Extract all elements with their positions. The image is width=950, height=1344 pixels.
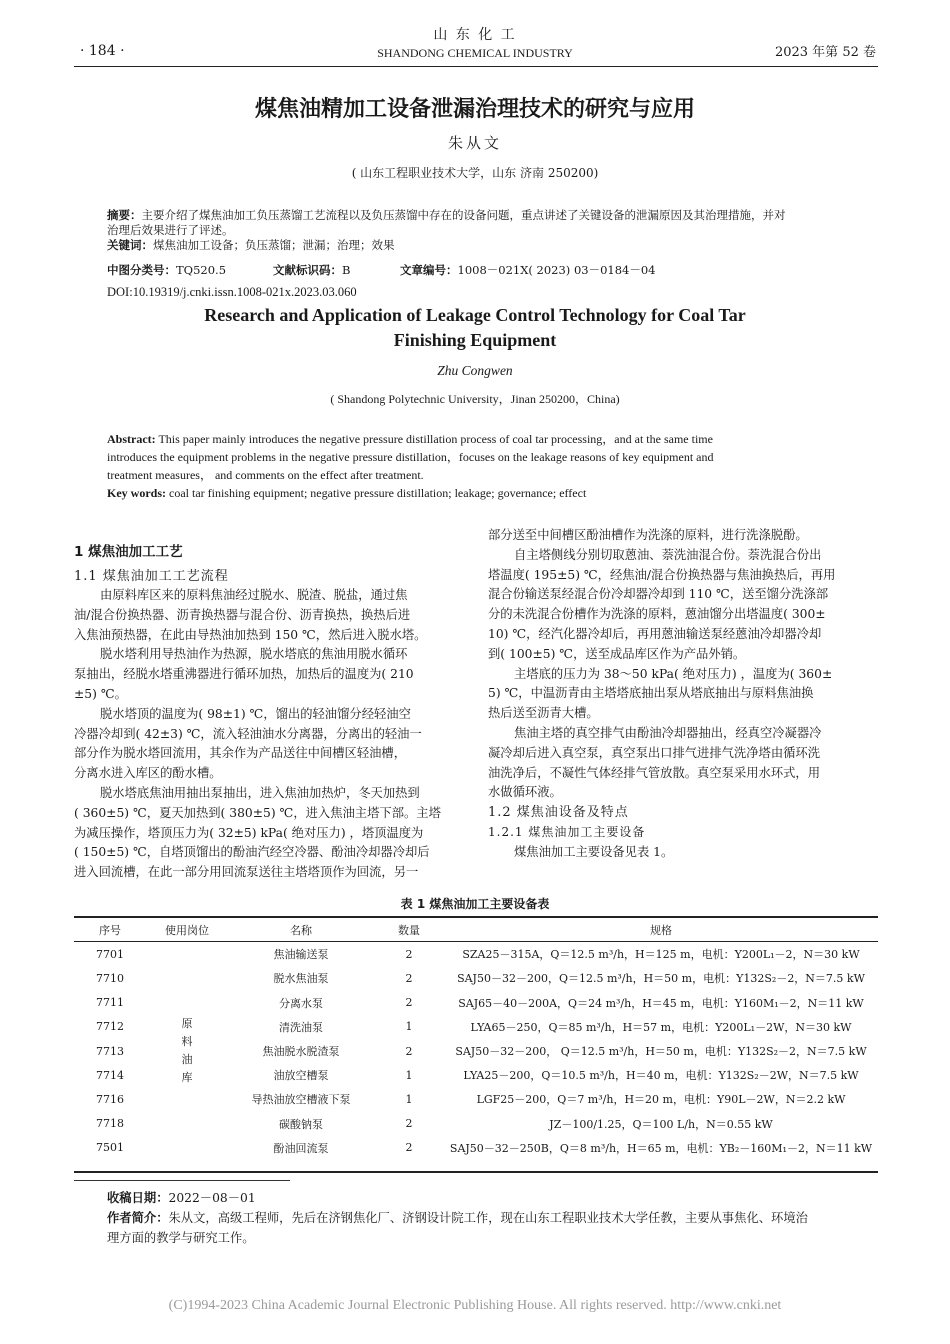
clc-value: TQ520.5 [176,263,227,277]
line: 到( 100±5) ℃，送至成品库区作为产品外销。 [488,646,746,661]
title-en-line-2: Finishing Equipment [393,330,557,350]
line: 煤焦油加工主要设备见表 1。 [514,844,674,859]
keywords-cn-label: 关键词： [107,238,153,252]
paragraph [74,586,464,606]
abstract-cn-text-2: 治理后效果进行了评述。 [107,223,234,237]
page-title: 煤焦油精加工设备泄漏治理技术的研究与应用 [254,97,695,122]
cell: 7712 [96,1020,124,1034]
footnote [107,1188,879,1248]
cell: LYA25－200，Q＝10.5 m³/h，H＝40 m，电机：Y132S₂－2W，N＝7.5 kW [463,1069,859,1083]
doc-value: B [342,263,351,277]
abstract-en-line-2: introduces the equipment problems in the negative pressure distillation，focuses on the leakage reasons of key equipment and [107,450,714,464]
cell: 2 [405,996,413,1010]
cell: 碳酸钠泵 [279,1117,323,1131]
cell: 导热油放空槽液下泵 [251,1093,351,1107]
cell: 酚油回流泵 [273,1141,329,1155]
cell: 7701 [96,947,124,961]
line: 凝冷却后进入真空泵，真空泵出口排气进排气洗净塔由循环洗 [488,745,821,760]
post-char: 原 [181,1017,193,1031]
section-1-2-1-heading: 1.2.1 煤焦油加工主要设备 [488,824,646,839]
table-header-row [74,918,878,942]
line: 混合份输送泵经混合份冷却器冷却到 110 ℃，送至馏分洗涤部 [488,587,829,602]
header-cell: 使用岗位 [165,924,209,938]
cell: 7501 [96,1141,124,1155]
clc-label: 中图分类号： [107,263,176,277]
cell: 焦油脱水脱渣泵 [262,1045,340,1059]
line: 水做循环液。 [488,785,562,800]
cell: 7711 [96,996,124,1010]
table-row [74,942,878,966]
post-char: 料 [181,1035,193,1049]
copyright-watermark: (C)1994-2023 China Academic Journal Electronic Publishing House. All rights reserved. http://www.cnki.net [168,1298,782,1313]
post-char: 库 [181,1071,193,1085]
header-cell: 序号 [99,924,121,938]
header-cell: 数量 [398,924,420,938]
cell: 2 [405,971,413,985]
cell: SAJ50－32－200，Q＝12.5 m³/h，H＝50 m，电机：Y132S₂－2，N＝7.5 kW [457,972,865,986]
cell: SAJ50－32－250B，Q＝8 m³/h，H＝65 m，电机：YB₂－160M₁－2，N＝11 kW [449,1141,873,1155]
line: 入焦油预热器，在此由导热油加热到 150 ℃，然后进入脱水塔。 [74,627,427,642]
line: 热后送至沥青大槽。 [488,706,599,721]
keywords-en-text: coal tar finishing equipment; negative pressure distillation; leakage; governance; effect [166,486,587,500]
line: 焦油主塔的真空排气由酚油冷却器抽出，经真空冷凝器冷 [514,725,822,740]
cell: JZ－100/1.25，Q＝100 L/h，N＝0.55 kW [549,1117,773,1131]
issue-label: 2023 年第 52 卷 [774,45,876,60]
line: 泵抽出，经脱水塔重沸器进行循环加热，加热后的温度为( 210 [74,667,414,682]
line: 油洗净后，不凝性气体经排气管放散。真空泵采用水环式，用 [488,765,821,780]
author-bio: 朱从文，高级工程师，先后在济钢焦化厂、济钢设计院工作，现在山东工程职业技术大学任教，主要从事焦化、环境治 [168,1211,808,1225]
cell: 脱水焦油泵 [273,972,329,986]
line: 脱水塔底焦油用抽出泵抽出，进入焦油加热炉，冬天加热到 [100,785,420,800]
line: 进入回流槽，在此一部分用回流泵送往主塔塔顶作为回流，另一 [74,865,419,880]
right-column-text [488,526,878,863]
section-1-1-heading: 1.1 煤焦油加工工艺流程 [74,569,229,584]
author-bio-label: 作者简介： [107,1210,169,1225]
line: 脱水塔利用导热油作为热源，脱水塔底的焦油用脱水循环 [100,647,408,662]
doi: DOI:10.19319/j.cnki.issn.1008-021x.2023.03.060 [107,285,357,299]
cell: 焦油输送泵 [273,948,329,962]
received-date: 2022－08－01 [168,1191,256,1205]
left-column-text [74,586,464,883]
line: 分的未洗混合份槽作为洗涤的原料，蒽油馏分出塔温度( 300± [488,607,826,622]
abstract-en [107,430,847,502]
line: 10) ℃，经汽化器冷却后，再用蒽油输送泵经蒽油冷却器冷却 [488,626,822,641]
line: ±5) ℃。 [74,686,127,701]
line: 分离水进入库区的酚水槽。 [74,766,222,781]
footnote-rule [74,1180,290,1181]
affiliation-en: ( Shandong Polytechnic University，Jinan 250200，China) [330,392,620,406]
line: 塔温度( 195±5) ℃，经焦油/混合份换热器与焦油换热后，再用 [488,567,836,582]
equipment-table [74,918,878,1160]
cell: 1 [405,1068,413,1082]
cell: 1 [405,1020,413,1034]
doc-label: 文献标识码： [273,263,342,277]
abstract-en-line-1: This paper mainly introduces the negative pressure distillation process of coal tar processing，and at the same time [155,432,713,446]
post-cell [146,942,228,1160]
header-rule [74,66,878,67]
cell: LGF25－200，Q＝7 m³/h，H＝20 m，电机：Y90L－2W，N＝2.2 kW [476,1093,846,1107]
cell: SAJ50－32－200， Q＝12.5 m³/h，H＝50 m，电机：Y132S₂－2，N＝7.5 kW [455,1045,867,1059]
abstract-cn-text: 主要介绍了煤焦油加工负压蒸馏工艺流程以及负压蒸馏中存在的设备问题，重点讲述了关键设备的泄漏原因及其治理措施，并对 [141,208,786,222]
article-label: 文章编号： [400,263,458,277]
journal-name-en: SHANDONG CHEMICAL INDUSTRY [377,46,573,60]
received-label: 收稿日期： [107,1190,169,1205]
author-bio-2: 理方面的教学与研究工作。 [107,1231,255,1245]
line: 冷器冷却到( 42±3) ℃，流入轻油油水分离器，分离出的轻油一 [74,726,422,741]
line: ( 360±5) ℃，夏天加热到( 380±5) ℃，进入焦油主塔下部。主塔 [74,805,441,820]
article-value: 1008－021X( 2023) 03－0184－04 [457,263,656,277]
cell: 2 [405,1141,413,1155]
line: 5) ℃，中温沥青由主塔塔底抽出泵从塔底抽出与原料焦油换 [488,686,814,701]
cell: 7714 [96,1068,124,1082]
cell: SZA25－315A，Q＝12.5 m³/h，H＝125 m，电机：Y200L₁－2，N＝30 kW [462,948,860,962]
cell: 2 [405,1044,413,1058]
cell: 2 [405,1117,413,1131]
clc-number [107,263,226,278]
line: 为减压操作，塔顶压力为( 32±5) kPa( 绝对压力) ，塔顶温度为 [74,825,424,840]
page-number: · 184 · [80,43,125,59]
abstract-en-line-3: treatment measures， and comments on the effect after treatment. [107,468,424,482]
line: 部分送至中间槽区酚油槽作为洗涤的原料，进行洗涤脱酚。 [488,528,808,542]
table-bottom-rule [74,1171,878,1173]
post-char: 油 [181,1053,193,1067]
abstract-cn [107,208,847,253]
cell: 7713 [96,1044,124,1058]
line: 主塔底的压力为 38～50 kPa( 绝对压力) ，温度为( 360± [514,666,833,681]
line: 部分作为脱水塔回流用，其余作为产品送往中间槽区轻油槽， [74,746,407,761]
line: 脱水塔顶的温度为( 98±1) ℃，馏出的轻油馏分经轻油空 [100,706,411,721]
cell: 油放空槽泵 [273,1069,329,1083]
line: 由原料库区来的原料焦油经过脱水、脱渣、脱盐，通过焦 [100,588,408,602]
section-1-2-heading: 1.2 煤焦油设备及特点 [488,805,629,821]
abstract-cn-label: 摘要： [107,208,142,222]
section-1-heading: 1 煤焦油加工工艺 [74,544,183,560]
keywords-cn-text: 煤焦油加工设备；负压蒸馏；泄漏；治理；效果 [153,238,395,252]
cell: LYA65－250，Q＝85 m³/h，H＝57 m，电机：Y200L₁－2W，N＝30 kW [470,1020,852,1034]
abstract-en-label: Abstract: [107,432,156,446]
cell: 7710 [96,971,124,985]
cell: 2 [405,947,413,961]
author-en: Zhu Congwen [437,363,513,378]
cell: SAJ65－40－200A，Q＝24 m³/h，H＝45 m，电机：Y160M₁－2，N＝11 kW [458,996,864,1010]
keywords-en-label: Key words: [107,486,166,500]
cell: 7716 [96,1092,124,1106]
line: ( 150±5) ℃，自塔顶馏出的酚油汽经空冷器、酚油冷却器冷却后 [74,845,430,860]
title-en-line-1: Research and Application of Leakage Control Technology for Coal Tar [204,305,746,325]
author-cn: 朱从文 [447,134,502,152]
header-cell: 规格 [650,924,672,938]
table-caption: 表 1 煤焦油加工主要设备表 [400,897,550,911]
journal-name-cn: 山 东 化 工 [433,27,517,43]
affiliation-cn: ( 山东工程职业技术大学，山东 济南 250200) [351,166,599,180]
article-number [400,263,656,278]
cell: 分离水泵 [279,996,323,1010]
cell: 7718 [96,1117,124,1131]
line: 自主塔侧线分别切取蒽油、萘洗油混合份。萘洗混合份出 [514,547,822,562]
doc-code [273,263,350,278]
cell: 1 [405,1092,413,1106]
cell: 清洗油泵 [279,1020,323,1034]
header-cell: 名称 [290,924,312,938]
line: 油/混合份换热器、沥青换热器与混合份、沥青换热，换热后进 [74,607,411,622]
